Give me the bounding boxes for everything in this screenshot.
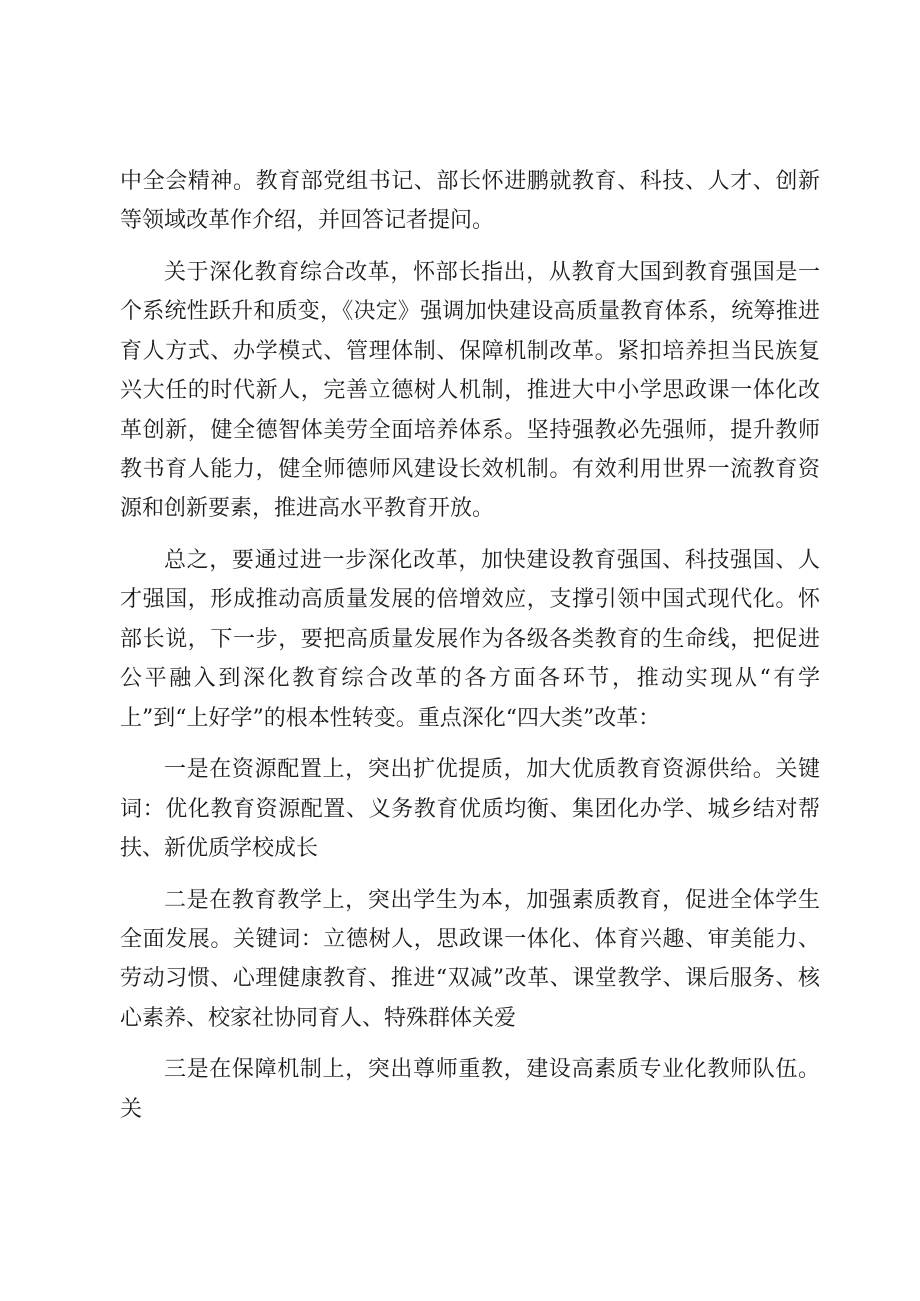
paragraph-resource-allocation: 一是在资源配置上，突出扩优提质，加大优质教育资源供给。关键词：优化教育资源配置、义务教育优质均衡、集团化办学、城乡结对帮扶、新优质学校成长: [120, 757, 820, 862]
paragraph-education-reform: 关于深化教育综合改革，怀部长指出，从教育大国到教育强国是一个系统性跃升和质变，《决定》强调加快建设高质量教育体系，统筹推进育人方式、办学模式、管理体制、保障机制改革。紧扣培养担当民族复兴大任的时代新人，完善立德树人机制，推进大中小学思政课一体化改革创新，健全德智体美劳全面培养体系。坚持强教必先强师，提升教师教书育人能力，健全师德师风建设长效机制。有效利用世界一流教育资源和创新要素，推进高水平教育开放。: [120, 260, 820, 522]
paragraph-continuation: 中全会精神。教育部党组书记、部长怀进鹏就教育、科技、人才、创新等领域改革作介绍，并回答记者提问。: [120, 169, 820, 234]
paragraph-support-mechanism: 三是在保障机制上，突出尊师重教，建设高素质专业化教师队伍。关: [120, 1057, 820, 1122]
paragraph-summary: 总之，要通过进一步深化改革，加快建设教育强国、科技强国、人才强国，形成推动高质量发展的倍增效应，支撑引领中国式现代化。怀部长说，下一步，要把高质量发展作为各级各类教育的生命线，把促进公平融入到深化教育综合改革的各方面各环节，推动实现从“有学上”到“上好学”的根本性转变。重点深化“四大类”改革：: [120, 548, 820, 731]
paragraph-teaching: 二是在教育教学上，突出学生为本，加强素质教育，促进全体学生全面发展。关键词：立德树人，思政课一体化、体育兴趣、审美能力、劳动习惯、心理健康教育、推进“双减”改革、课堂教学、课后服务、核心素养、校家社协同育人、特殊群体关爱: [120, 887, 820, 1031]
document-body: [120, 162, 820, 1141]
